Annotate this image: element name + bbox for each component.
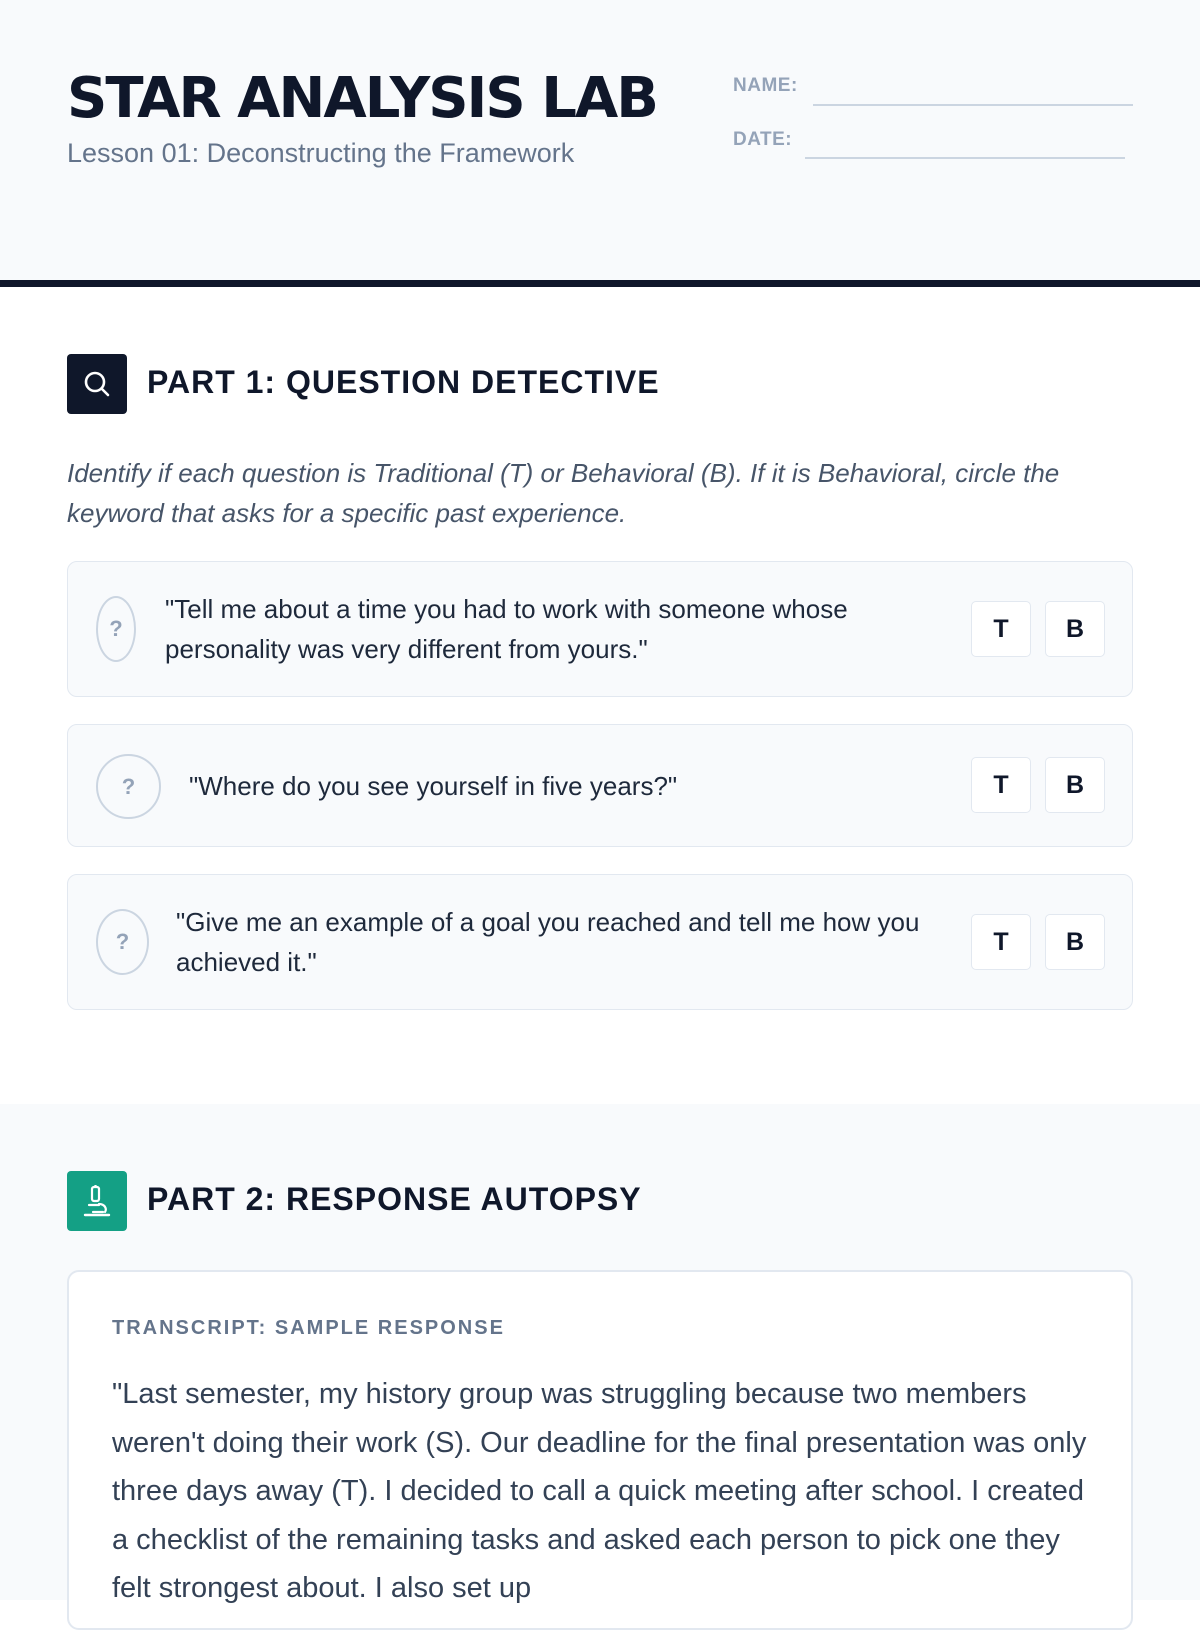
question-card [67,874,1133,1010]
part2-title: PART 2: RESPONSE AUTOPSY [147,1181,642,1217]
question-mark-icon: ? [96,754,161,819]
name-field[interactable] [813,104,1133,106]
question-mark-icon: ? [96,909,149,975]
transcript-text: "Last semester, my history group was struggling because two members weren't doing their work (S). Our deadline for the final presentation was only three days away (T). I decided to call a quick meeting after school. I created a checklist of the remaining tasks and asked each person to pick one they felt strongest about. I also set up [112,1378,1087,1604]
part1-instructions: Identify if each question is Traditional (T) or Behavioral (B). If it is Behavioral, circle the keyword that asks for a specific past experience. [67,458,1060,528]
question-text: "Tell me about a time you had to work with someone whose personality was very different from yours." [165,594,848,664]
question-mark-icon: ? [96,596,136,662]
date-label: DATE: [733,129,793,150]
transcript-label: TRANSCRIPT: SAMPLE RESPONSE [112,1317,505,1339]
question-text: "Where do you see yourself in five years?" [189,771,678,801]
lesson-subtitle: Lesson 01: Deconstructing the Framework [67,138,575,168]
part1-title: PART 1: QUESTION DETECTIVE [147,364,660,400]
header-divider [0,280,1200,287]
microscope-icon [67,1171,127,1231]
traditional-option[interactable]: T [971,757,1031,813]
behavioral-option[interactable]: B [1045,757,1105,813]
date-field[interactable] [805,157,1125,159]
question-card [67,724,1133,847]
transcript-card [67,1270,1133,1630]
page-title: STAR ANALYSIS LAB [67,66,657,131]
traditional-option[interactable]: T [971,601,1031,657]
behavioral-option[interactable]: B [1045,601,1105,657]
traditional-option[interactable]: T [971,914,1031,970]
name-label: NAME: [733,75,798,96]
behavioral-option[interactable]: B [1045,914,1105,970]
search-icon [67,354,127,414]
question-text: "Give me an example of a goal you reached and tell me how you achieved it." [176,907,920,977]
question-card [67,561,1133,697]
